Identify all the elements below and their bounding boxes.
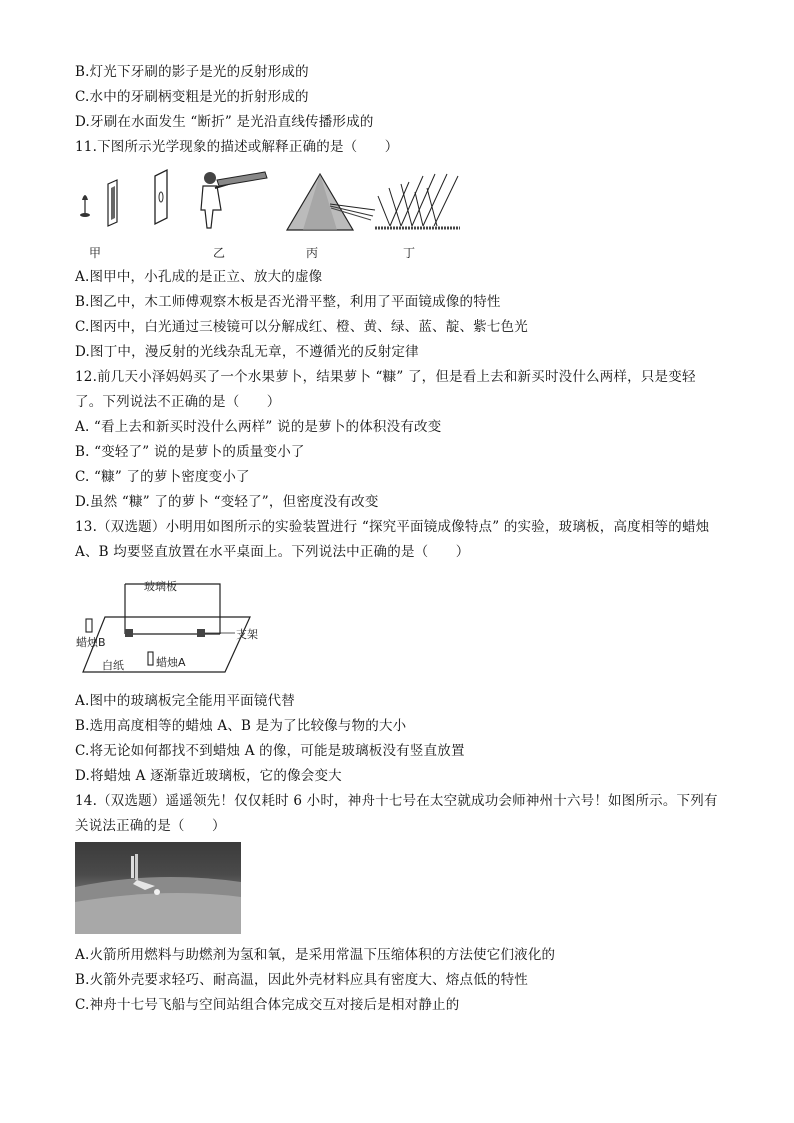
spacecraft-photo-drawing [75, 842, 241, 934]
pinhole-figure [80, 180, 117, 226]
q14-stem-line2: 关说法正确的是（ ） [75, 818, 226, 834]
q13-stem-line2: A、B 均要竖直放置在水平桌面上。下列说法中正确的是（ ） [75, 544, 470, 560]
figure-caption-bing: 丙 [306, 246, 319, 260]
figure-caption-yi: 乙 [213, 246, 226, 260]
q12-option-c: C. “糠” 了的萝卜密度变小了 [75, 469, 250, 485]
q13-option-c: C.将无论如何都找不到蜡烛 A 的像，可能是玻璃板没有竖直放置 [75, 743, 465, 759]
spacecraft-earth-photo [75, 842, 241, 934]
q11-option-a: A.图甲中，小孔成的是正立、放大的虚像 [75, 269, 323, 285]
q14-stem-line1: 14.（双选题）遥遥领先！仅仅耗时 6 小时，神舟十七号在太空就成功会师神州十六号！如图所示。下列有 [75, 793, 718, 809]
prism-figure [287, 174, 375, 230]
q12-stem-line1: 12.前几天小泽妈妈买了一个水果萝卜，结果萝卜 “糠” 了，但是看上去和新买时没什么两样，只是变轻 [75, 369, 696, 385]
q12-option-d: D.虽然 “糠” 了的萝卜 “变轻了”，但密度没有改变 [75, 494, 379, 510]
q11-option-d: D.图丁中，漫反射的光线杂乱无章，不遵循光的反射定律 [75, 344, 419, 360]
figure-caption-ding: 丁 [403, 246, 416, 260]
q11-option-b: B.图乙中，木工师傅观察木板是否光滑平整，利用了平面镜成像的特性 [75, 294, 501, 310]
label-stand: 支架 [236, 628, 258, 641]
figure-caption-jia: 甲 [89, 246, 102, 260]
q13-stem-line1: 13.（双选题）小明用如图所示的实验装置进行 “探究平面镜成像特点” 的实验，玻璃板，高度相等的蜡烛 [75, 519, 710, 535]
q11-figures [75, 162, 465, 242]
q12-stem-line2: 了。下列说法不正确的是（ ） [75, 394, 281, 410]
q13-option-d: D.将蜡烛 A 逐渐靠近玻璃板，它的像会变大 [75, 768, 342, 784]
label-glass-plate: 玻璃板 [144, 580, 177, 593]
q13-option-a: A.图中的玻璃板完全能用平面镜代替 [75, 693, 295, 709]
mirror-carpenter-figure [155, 170, 267, 228]
label-candle-b: 蜡烛B [76, 636, 106, 649]
q11-stem: 11.下图所示光学现象的描述或解释正确的是（ ） [75, 139, 399, 155]
q13-option-b: B.选用高度相等的蜡烛 A、B 是为了比较像与物的大小 [75, 718, 407, 734]
q10-option-b: B.灯光下牙刷的影子是光的反射形成的 [75, 64, 309, 80]
q10-option-c: C.水中的牙刷柄变粗是光的折射形成的 [75, 89, 309, 105]
q10-option-d: D.牙刷在水面发生 “断折” 是光沿直线传播形成的 [75, 114, 374, 130]
label-candle-a: 蜡烛A [156, 656, 186, 669]
q14-option-a: A.火箭所用燃料与助燃剂为氢和氧，是采用常温下压缩体积的方法使它们液化的 [75, 947, 556, 963]
q14-option-c: C.神舟十七号飞船与空间站组合体完成交互对接后是相对静止的 [75, 997, 460, 1013]
label-white-paper: 白纸 [102, 659, 124, 672]
q12-option-b: B. “变轻了” 说的是萝卜的质量变小了 [75, 444, 305, 460]
q11-option-c: C.图丙中，白光通过三棱镜可以分解成红、橙、黄、绿、蓝、靛、紫七色光 [75, 319, 528, 335]
diffuse-reflection-figure [375, 174, 460, 228]
q14-option-b: B.火箭外壳要求轻巧、耐高温，因此外壳材料应具有密度大、熔点低的特性 [75, 972, 529, 988]
q12-option-a: A. “看上去和新买时没什么两样” 说的是萝卜的体积没有改变 [75, 419, 442, 435]
